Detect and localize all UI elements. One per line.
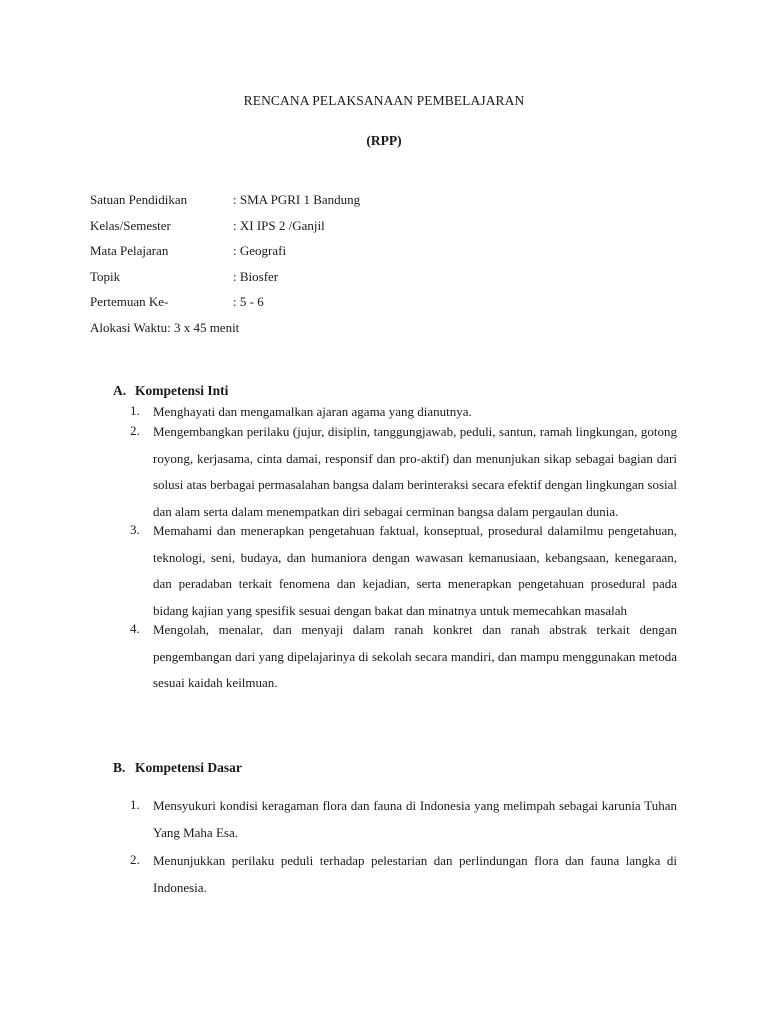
item-number: 1. xyxy=(130,403,140,418)
identity-table xyxy=(90,191,690,344)
identity-row xyxy=(90,319,690,345)
item-number: 2. xyxy=(130,852,140,867)
identity-row xyxy=(90,217,690,243)
identity-label: Mata Pelajaran xyxy=(90,243,169,258)
identity-row xyxy=(90,268,690,294)
identity-value: : 5 - 6 xyxy=(233,294,264,309)
item-text: Mengembangkan perilaku (jujur, disiplin, tanggungjawab, peduli, santun, ramah lingkungan, gotong royong, kerjasama, cinta damai, responsif dan pro-aktif) dan menunjukan sikap sebagai bagian dari solusi atas berbagai permasalahan bangsa dalam berinteraksi secara efektif dengan lingkungan sosial dan alam serta dalam menempatkan diri sebagai cerminan bangsa dalam pergaulan dunia. xyxy=(153,424,677,519)
identity-label: Satuan Pendidikan xyxy=(90,192,188,207)
section-letter: A. xyxy=(113,383,127,398)
section-letter: B. xyxy=(113,760,126,775)
list-item xyxy=(130,419,677,525)
kompetensi-inti-list xyxy=(130,403,677,697)
identity-row xyxy=(90,191,690,217)
document-subtitle: (RPP) xyxy=(366,133,402,148)
item-text: Mengolah, menalar, dan menyaji dalam ranah konkret dan ranah abstrak terkait dengan pengembangan dari yang dipelajarinya di sekolah secara mandiri, dan mampu menggunakan metoda sesuai kaidah keilmuan. xyxy=(153,622,677,690)
list-item xyxy=(130,848,677,901)
item-number: 1. xyxy=(130,797,140,812)
identity-row xyxy=(90,242,690,268)
section-title: Kompetensi Inti xyxy=(135,383,229,398)
list-item xyxy=(130,793,677,846)
identity-label: Kelas/Semester xyxy=(90,217,171,233)
section-title: Kompetensi Dasar xyxy=(135,760,242,775)
identity-value: : Geografi xyxy=(233,243,287,258)
kompetensi-dasar-list xyxy=(130,793,677,901)
item-text: Mensyukuri kondisi keragaman flora dan fauna di Indonesia yang melimpah sebagai karunia Tuhan Yang Maha Esa. xyxy=(153,798,677,840)
section-heading-b xyxy=(113,760,242,776)
document-title: RENCANA PELAKSANAAN PEMBELAJARAN xyxy=(243,93,525,108)
item-number: 3. xyxy=(130,522,140,537)
identity-label: Alokasi Waktu xyxy=(90,319,168,335)
identity-label: Pertemuan Ke- xyxy=(90,294,169,309)
identity-value: : SMA PGRI 1 Bandung xyxy=(233,192,361,207)
identity-label: Topik xyxy=(90,268,121,284)
identity-row xyxy=(90,293,690,319)
identity-value: : 3 x 45 menit xyxy=(167,319,240,335)
item-number: 4. xyxy=(130,621,140,636)
item-text: Menghayati dan mengamalkan ajaran agama yang dianutnya. xyxy=(153,404,472,419)
item-number: 2. xyxy=(130,423,140,438)
section-heading-a xyxy=(113,383,228,399)
identity-value: : Biosfer xyxy=(233,268,279,284)
item-text: Memahami dan menerapkan pengetahuan faktual, konseptual, prosedural dalamilmu pengetahuan, teknologi, seni, budaya, dan humaniora dengan wawasan kemanusiaan, kebangsaan, kenegaraan, dan peradaban terkait fenomena dan kejadian, serta menerapkan pengetahuan prosedural pada bidang kajian yang spesifik sesuai dengan bakat dan minatnya untuk memecahkan masalah xyxy=(153,523,677,618)
identity-value: : XI IPS 2 /Ganjil xyxy=(233,217,325,233)
list-item xyxy=(130,518,677,624)
item-text: Menunjukkan perilaku peduli terhadap pelestarian dan perlindungan flora dan fauna langka di Indonesia. xyxy=(153,853,677,895)
list-item xyxy=(130,617,677,697)
